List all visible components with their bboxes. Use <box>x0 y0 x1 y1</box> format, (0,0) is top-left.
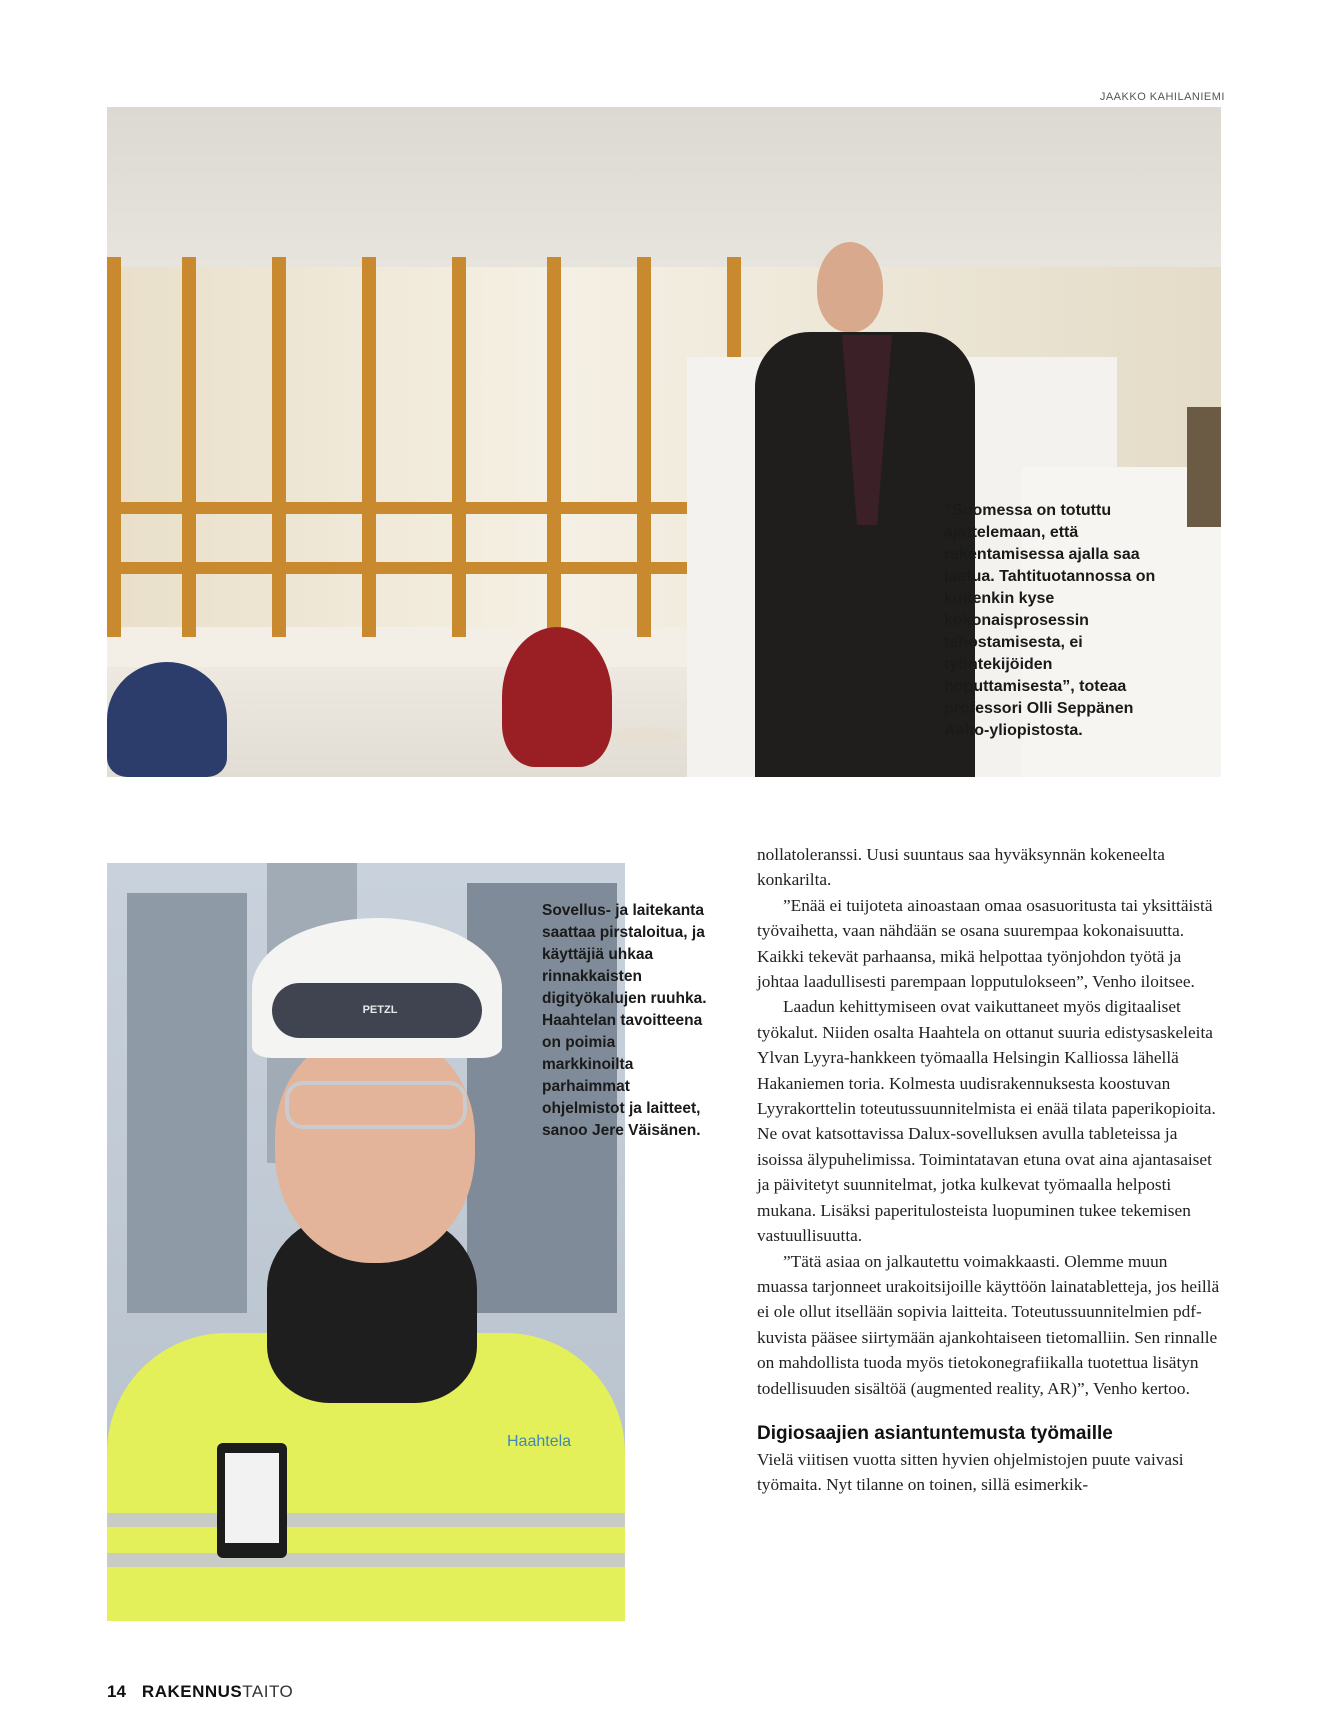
worker-face <box>275 1033 475 1263</box>
paragraph: Laadun kehittymiseen ovat vaikuttaneet myös digitaaliset työkalut. Niiden osalta Haahtela on ottanut suuria edistysaskeleita Ylvan Lyyra-hankkeen työmaalla Helsingin Kalliossa lähellä Hakaniemen toria. Kolmesta uudisrakennuksesta koostuvan Lyyrakorttelin toteutussuunnitelmista ei enää tilata paperikopioita. Ne ovat katsottavissa Dalux-sovelluksen avulla tableteissa ja isoissa älypuhelimissa. Toimintatavan etuna ovat aina ajantasaiset ja päivitetyt suunnitelmat, jotka kulkevat työmaalla helposti mukana. Lisäksi paperitulosteista luopuminen tukee tekemisen vastuullisuutta. <box>757 997 1216 1246</box>
red-chair <box>502 627 612 767</box>
paragraph: nollatoleranssi. Uusi suuntaus saa hyväksynnän kokeneelta konkarilta. <box>757 845 1165 890</box>
magazine-name-light: TAITO <box>242 1682 294 1701</box>
blue-chair <box>107 662 227 777</box>
id-badge <box>217 1443 287 1558</box>
photo-credit: JAAKKO KAHILANIEMI <box>1099 91 1225 103</box>
man-head <box>817 242 883 332</box>
subheading: Digiosaajien asiantuntemusta työmaille <box>757 1422 1113 1444</box>
safety-glasses <box>285 1081 467 1129</box>
paragraph: Vielä viitisen vuotta sitten hyvien ohjelmistojen puute vaivasi työmaita. Nyt tilanne on toinen, sillä esimerkik- <box>757 1449 1184 1495</box>
paragraph: ”Enää ei tuijoteta ainoastaan omaa osasuoritusta tai yksittäistä työvaihetta, vaan nähdään se osana suurempaa kokonaisuutta. Kaikki tekevät parhaansa, mikä helpottaa työnjohdon työtä ja johtaa laadullisesti parempaan lopputulokseen”, Venho iloitsee. <box>757 895 1213 992</box>
page-number: 14 <box>107 1682 126 1701</box>
magazine-name-bold: RAKENNUS <box>141 1682 243 1701</box>
article-body <box>757 842 1221 1498</box>
paragraph: ”Tätä asiaa on jalkautettu voimakkaasti. Olemme muun muassa tarjonneet urakoitsijoille käyttöön lainatabletteja, jos heillä ei ole ollut itsellään sopivia laitteita. Toteutussuunnitelmien pdf-kuvista pääsee siirtymään ajankohtaiseen tietomalliin. Sen rinnalle on mahdollista tuoda myös tietokonegrafiikalla tuotettua lisätyn todellisuuden sisältöä (augmented reality, AR)”, Venho kertoo. <box>757 1251 1220 1398</box>
page-footer <box>107 1682 293 1702</box>
photo-caption-top: “Suomessa on totuttu ajattelemaan, että rakentamisessa ajalla saa laatua. Tahtituotannossa on kuitenkin kyse kokonaisprosessin tehostamisesta, ei työntekijöiden hoputtamisesta”, toteaa professori Olli Seppänen Aalto-yliopistosta. <box>944 502 1156 739</box>
helmet-brand: PETZL <box>362 1004 398 1016</box>
photo-caption-bottom: Sovellus- ja laitekanta saattaa pirstaloitua, ja käyttäjiä uhkaa rinnakkaisten digityökalujen ruuhka. Haahtelan tavoitteena on poimia markkinoilta parhaimmat ohjelmistot ja laitteet, sanoo Jere Väisänen. <box>542 902 707 1139</box>
jacket-logo: Haahtela <box>507 1433 572 1450</box>
